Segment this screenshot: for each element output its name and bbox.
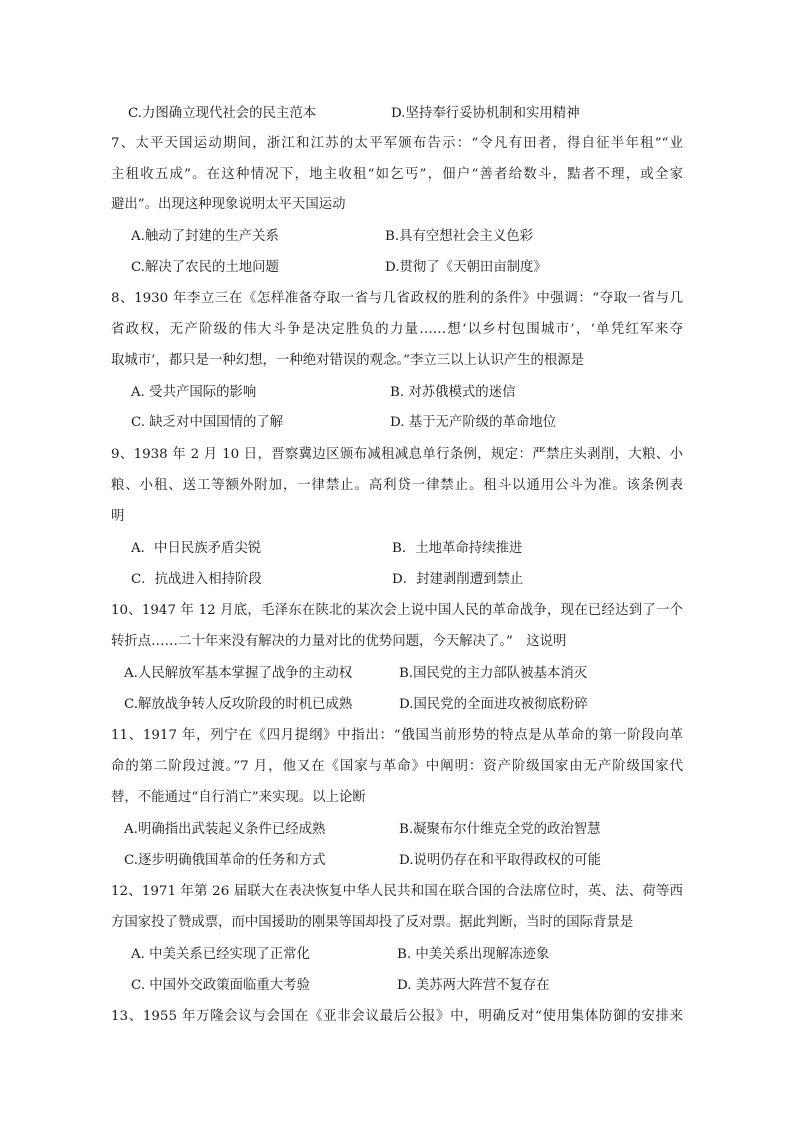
q7-option-b: B.具有空想社会主义色彩 [385,229,534,244]
q7-stem-line-1: 7、太平天国运动期间，浙江和江苏的太平军颁布告示：“令凡有田者，得自征半年租”“业 [111,136,683,151]
q11-option-c: C.逐步明确俄国革命的任务和方式 [124,853,326,868]
q11-stem-line-1: 11、1917 年，列宁在《四月提纲》中指出：“俄国当前形势的特点是从革命的第一阶段向革 [111,728,683,743]
q9-option-d: D．封建剥削遭到禁止 [392,572,524,587]
q8-option-d: D. 基于无产阶级的革命地位 [390,415,557,430]
q7-option-a: A.触动了封建的生产关系 [131,229,279,244]
q10-option-a: A.人民解放军基本掌握了战争的主动权 [124,666,353,681]
q9-option-c: C．抗战进入相持阶段 [131,572,262,587]
q11-option-b: B.凝聚布尔什维克全党的政治智慧 [399,822,601,837]
q8-option-a: A. 受共产国际的影响 [131,385,257,400]
q8-stem-line-3: 取城市’，都只是一种幻想，一种绝对错误的观念。”李立三以上认识产生的根源是 [111,353,585,368]
q8-option-c: C. 缺乏对中国国情的了解 [131,415,284,430]
q9-option-a: A．中日民族矛盾尖锐 [131,541,262,556]
q8-stem-line-1: 8、1930 年李立三在《怎样准备夺取一省与几省政权的胜利的条件》中强调：“夺取一省与几 [111,291,683,306]
q11-stem-line-2: 命的第二阶段过渡。”7 月，他又在《国家与革命》中阐明：资产阶级国家由无产阶级国家代 [111,759,683,774]
q8-option-b: B. 对苏俄模式的迷信 [390,385,516,400]
q7-stem-line-3: 避出”。出现这种现象说明太平天国运动 [111,197,346,212]
q9-stem-line-3: 明 [111,509,125,524]
q7-option-c: C.解决了农民的土地问题 [131,260,279,275]
q10-option-b: B.国民党的主力部队被基本消灭 [399,666,588,681]
q12-stem-line-2: 方国家投了赞成票，而中国援助的刚果等国却投了反对票。据此判断，当时的国际背景是 [111,915,634,930]
q11-option-d: D.说明仍存在和平取得政权的可能 [399,853,601,868]
q12-option-a: A. 中美关系已经实现了正常化 [131,947,310,962]
q9-stem-line-2: 粮、小租、送工等额外附加，一律禁止。高利贷一律禁止。租斗以通用公斗为准。该条例表 [111,478,683,493]
q10-stem-line-2: 转折点……二十年来没有解决的力量对比的优势问题，今天解决了。” 这说明 [111,634,567,649]
q9-option-b: B．土地革命持续推进 [392,541,523,556]
q12-stem-line-1: 12、1971 年第 26 届联大在表决恢复中华人民共和国在联合国的合法席位时，英、法、荷等西 [111,884,683,899]
q8-stem-line-2: 省政权，无产阶级的伟大斗争是决定胜负的力量……想‘以乡村包围城市’，‘单凭红军来夺 [111,322,683,337]
q12-option-d: D. 美苏两大阵营不复存在 [397,978,550,993]
q10-option-d: D.国民党的全面进攻被彻底粉碎 [399,697,588,712]
q6-option-c: C.力图确立现代社会的民主范本 [128,106,317,121]
q6-option-d: D.坚持奉行妥协机制和实用精神 [391,106,580,121]
q12-option-c: C. 中国外交政策面临重大考验 [131,978,310,993]
q13-stem-line-1: 13、1955 年万隆会议与会国在《亚非会议最后公报》中，明确反对“使用集体防御的安排来 [111,1009,683,1024]
q11-stem-line-3: 替，不能通过“自行消亡”来实现。以上论断 [111,790,366,805]
q10-option-c: C.解放战争转人反攻阶段的时机已成熟 [124,697,353,712]
q10-stem-line-1: 10、1947 年 12 月底，毛泽东在陕北的某次会上说中国人民的革命战争，现在已经达到了一个 [111,603,683,618]
q9-stem-line-1: 9、1938 年 2 月 10 日，晋察冀边区颁布减租减息单行条例，规定：严禁庄头剥削，大粮、小 [111,447,683,462]
q7-stem-line-2: 主租收五成”。在这种情况下，地主收租“如乞丐”，佃户“善者给数斗，黠者不理，或全家 [111,167,683,182]
q11-option-a: A.明确指出武装起义条件已经成熟 [124,822,326,837]
q12-option-b: B. 中美关系出现解冻迹象 [397,947,550,962]
q7-option-d: D.贯彻了《天朝田亩制度》 [385,260,547,275]
